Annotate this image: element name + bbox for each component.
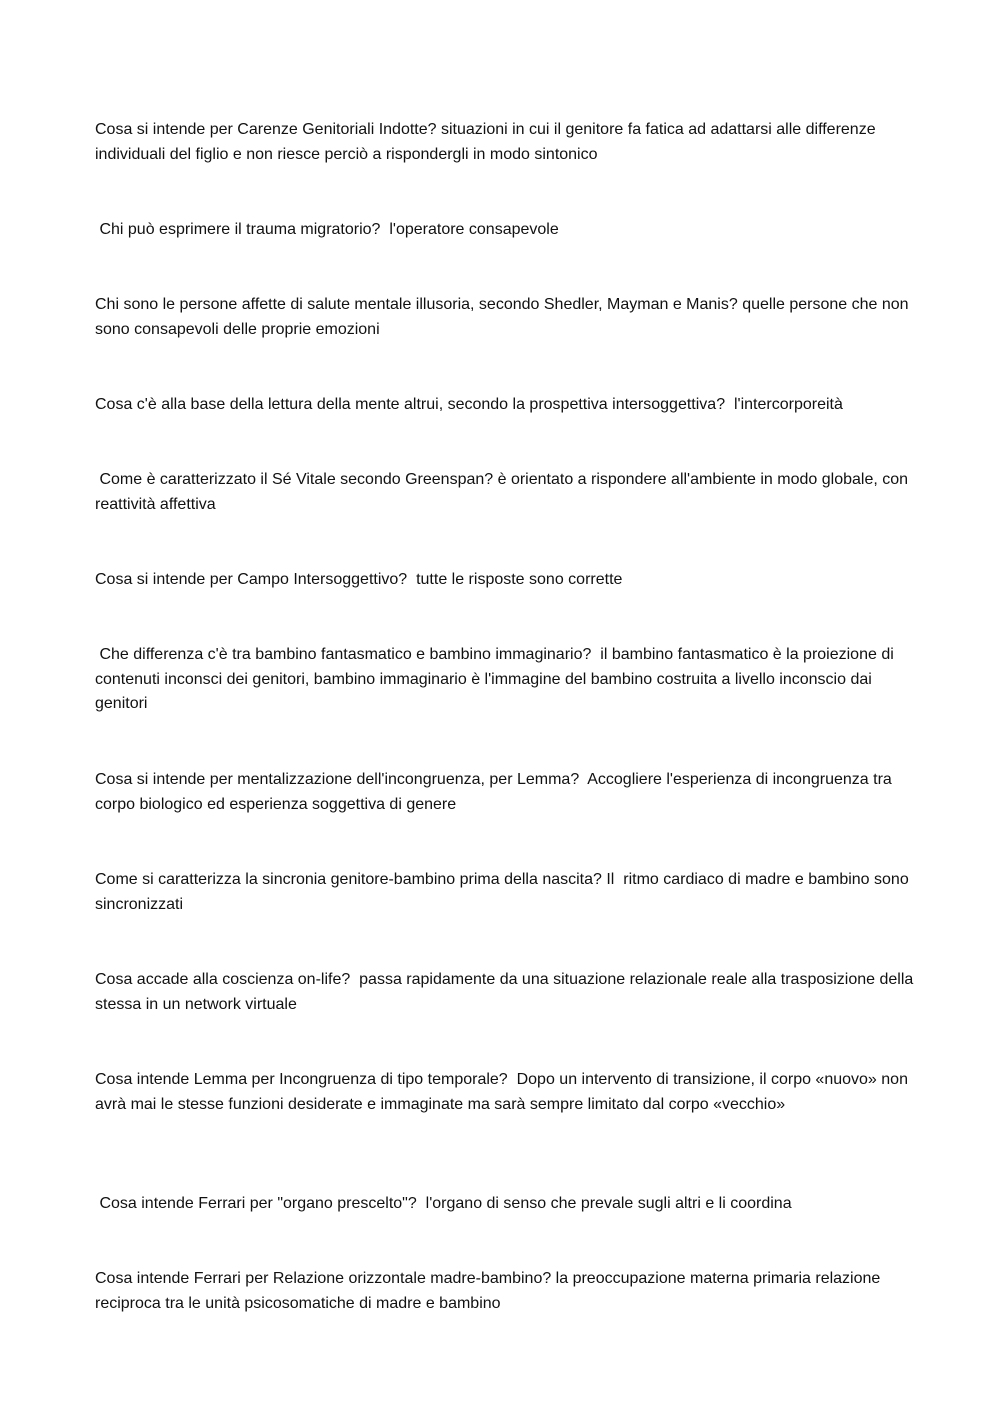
qa-item (95, 218, 915, 243)
question-text: Cosa si intende per Carenze Genitoriali Indotte? (95, 121, 437, 138)
answer-text: è orientato a rispondere all'ambiente in modo globale, con reattività affettiva (95, 471, 913, 513)
qa-item (95, 468, 915, 517)
qa-item (95, 1267, 915, 1316)
answer-text: l'organo di senso che prevale sugli altri e li coordina (416, 1195, 792, 1212)
question-text: Come si caratterizza la sincronia genitore-bambino prima della nascita? (95, 871, 602, 888)
answer-text: Dopo un intervento di transizione, il corpo «nuovo» non avrà mai le stesse funzioni desiderate e immaginate ma sarà sempre limitato dal corpo «vecchio» (95, 1071, 913, 1113)
answer-text: la preoccupazione materna primaria relazione reciproca tra le unità psicosomatiche di madre e bambino (95, 1270, 885, 1312)
qa-item (95, 1068, 915, 1117)
question-text: Cosa intende Ferrari per Relazione orizzontale madre-bambino? (95, 1270, 552, 1287)
question-text: Cosa si intende per mentalizzazione dell'incongruenza, per Lemma? (95, 771, 580, 788)
answer-text: l'intercorporeità (725, 396, 843, 413)
question-text: Cosa si intende per Campo Intersoggettivo? (95, 571, 408, 588)
question-text: Come è caratterizzato il Sé Vitale secondo Greenspan? (95, 471, 494, 488)
question-text: Cosa accade alla coscienza on-life? (95, 971, 351, 988)
qa-item (95, 393, 915, 418)
qa-item (95, 643, 915, 717)
answer-text: passa rapidamente da una situazione relazionale reale alla trasposizione della stessa in un network virtuale (95, 971, 918, 1013)
question-text: Che differenza c'è tra bambino fantasmatico e bambino immaginario? (95, 646, 592, 663)
answer-text: situazioni in cui il genitore fa fatica ad adattarsi alle differenze individuali del figlio e non riesce perciò a rispondergli in modo sintonico (95, 121, 881, 163)
question-text: Cosa intende Ferrari per "organo prescelto"? (95, 1195, 417, 1212)
question-text: Cosa intende Lemma per Incongruenza di tipo temporale? (95, 1071, 508, 1088)
qa-item (95, 768, 915, 817)
answer-text: tutte le risposte sono corrette (407, 571, 623, 588)
answer-text: il bambino fantasmatico è la proiezione di contenuti inconsci dei genitori, bambino immaginario è l'immagine del bambino costruita a livello inconscio dai genitori (95, 646, 899, 712)
answer-text: Accogliere l'esperienza di incongruenza tra corpo biologico ed esperienza soggettiva di genere (95, 771, 897, 813)
qa-item (95, 293, 915, 342)
qa-item (95, 868, 915, 917)
question-text: Cosa c'è alla base della lettura della mente altrui, secondo la prospettiva intersoggettiva? (95, 396, 726, 413)
qa-item (95, 1192, 915, 1217)
answer-text: Il ritmo cardiaco di madre e bambino sono sincronizzati (95, 871, 914, 913)
question-text: Chi sono le persone affette di salute mentale illusoria, secondo Shedler, Mayman e Manis? (95, 296, 738, 313)
qa-item (95, 118, 915, 167)
answer-text: l'operatore consapevole (380, 221, 559, 238)
answer-text: quelle persone che non sono consapevoli delle proprie emozioni (95, 296, 913, 338)
question-text: Chi può esprimere il trauma migratorio? (95, 221, 381, 238)
qa-item (95, 968, 918, 1017)
qa-item (95, 568, 915, 593)
